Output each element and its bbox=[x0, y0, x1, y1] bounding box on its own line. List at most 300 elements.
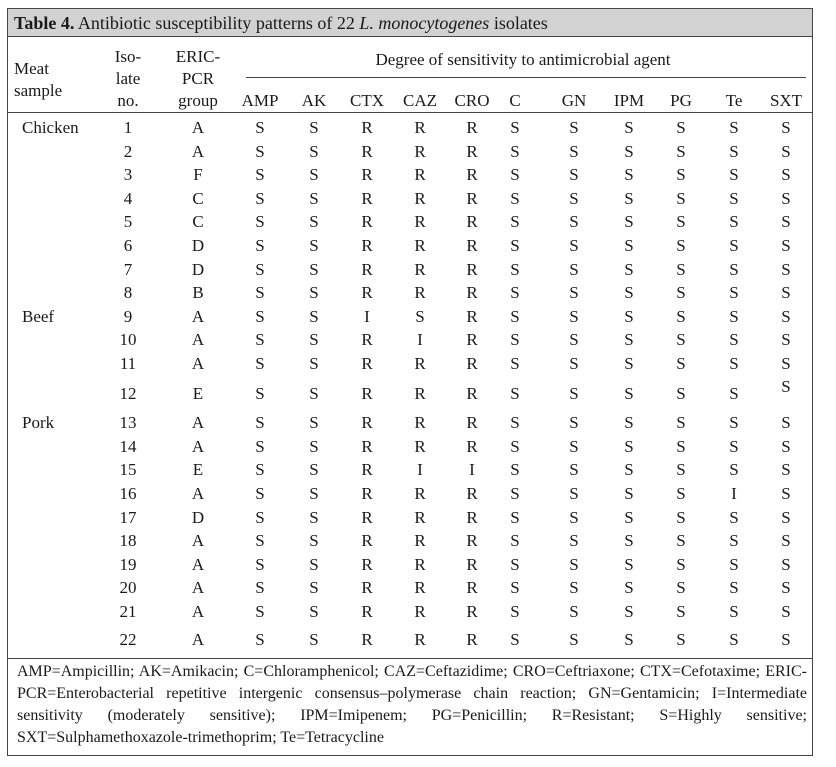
sensitivity-cell-ctx: R bbox=[361, 354, 373, 373]
table-row bbox=[8, 553, 812, 577]
sensitivity-cell-amp: S bbox=[255, 602, 265, 621]
sensitivity-cell-gn: S bbox=[569, 212, 579, 232]
sensitivity-cell-c: S bbox=[510, 413, 520, 433]
sensitivity-cell-te: S bbox=[729, 578, 739, 598]
isolate-no-cell: 4 bbox=[123, 188, 133, 208]
sensitivity-cell-caz: R bbox=[414, 141, 426, 161]
sensitivity-cell-ctx: R bbox=[361, 531, 373, 551]
header-agent-te: Te bbox=[725, 91, 743, 110]
sensitivity-cell-sxt: S bbox=[781, 118, 791, 137]
header-bottom-rule bbox=[8, 112, 812, 113]
sensitivity-cell-caz: R bbox=[414, 531, 426, 551]
table-footnote: AMP=Ampicillin; AK=Amikacin; C=Chloramphenicol; CAZ=Ceftazidime; CRO=Ceftriaxone; CTX=Cefotaxime; ERIC-PCR=Enterobacterial repetitive intergenic consensus–polymerase chain reaction; GN=Gentamicin; I=Intermediate sensitivity (moderately sensitive); IPM=Imipenem; PG=Penicillin; R=Resistant; S=Highly sensitive; SXT=Sulphamethoxazole-trimethoprim; Te=Tetracycline bbox=[17, 663, 807, 746]
sensitivity-cell-cro: R bbox=[466, 259, 478, 279]
table-row bbox=[8, 210, 812, 234]
sensitivity-cell-ak: S bbox=[309, 484, 319, 503]
header-sensitivity: Degree of sensitivity to antimicrobial agent bbox=[375, 50, 671, 69]
sensitivity-cell-ipm: S bbox=[624, 236, 634, 255]
header-meat-sample bbox=[14, 58, 74, 102]
sensitivity-cell-gn: S bbox=[569, 578, 579, 598]
header-agent-c: C bbox=[509, 91, 521, 110]
sensitivity-cell-amp: S bbox=[255, 507, 265, 527]
isolate-no-cell: 7 bbox=[123, 259, 133, 279]
sensitivity-cell-gn: S bbox=[569, 306, 579, 326]
sensitivity-cell-caz: R bbox=[414, 283, 426, 303]
sensitivity-cell-pg: S bbox=[676, 436, 686, 456]
eric-group-cell: A bbox=[191, 413, 205, 433]
sensitivity-cell-gn: S bbox=[569, 259, 579, 279]
eric-group-cell: A bbox=[191, 330, 205, 350]
sensitivity-cell-amp: S bbox=[255, 165, 265, 185]
sensitivity-cell-ctx: R bbox=[361, 141, 373, 161]
header-agent-ctx: CTX bbox=[350, 91, 384, 110]
sensitivity-cell-ak: S bbox=[309, 578, 319, 598]
sensitivity-cell-pg: S bbox=[676, 236, 686, 255]
sensitivity-cell-gn: S bbox=[569, 484, 579, 503]
header-agent-sxt: SXT bbox=[769, 91, 803, 110]
sensitivity-cell-ak: S bbox=[309, 383, 319, 403]
sensitivity-cell-c: S bbox=[510, 531, 520, 551]
sensitivity-cell-gn: S bbox=[569, 507, 579, 527]
sensitivity-cell-cro: R bbox=[466, 531, 478, 551]
header-agent-caz: CAZ bbox=[403, 91, 437, 110]
sensitivity-cell-cro: R bbox=[466, 436, 478, 456]
sensitivity-cell-sxt: S bbox=[781, 212, 791, 232]
title-text-prefix: Antibiotic susceptibility patterns of 22 bbox=[74, 13, 360, 33]
sensitivity-cell-pg: S bbox=[676, 460, 686, 480]
sensitivity-cell-ak: S bbox=[309, 413, 319, 433]
sensitivity-cell-cro: R bbox=[466, 602, 478, 621]
sensitivity-cell-ak: S bbox=[309, 306, 319, 326]
sensitivity-cell-te: S bbox=[729, 118, 739, 137]
table-row bbox=[8, 411, 812, 435]
sensitivity-cell-amp: S bbox=[255, 436, 265, 456]
isolate-no-cell: 22 bbox=[119, 629, 137, 649]
isolate-no-cell: 18 bbox=[119, 531, 137, 551]
isolate-no-cell: 10 bbox=[119, 330, 137, 350]
sensitivity-cell-te: S bbox=[729, 212, 739, 232]
sensitivity-cell-cro: R bbox=[466, 188, 478, 208]
sensitivity-cell-ctx: R bbox=[361, 484, 373, 503]
sensitivity-cell-ctx: R bbox=[361, 460, 373, 480]
sensitivity-cell-cro: R bbox=[466, 141, 478, 161]
sensitivity-cell-cro: R bbox=[466, 507, 478, 527]
sensitivity-cell-gn: S bbox=[569, 118, 579, 137]
sensitivity-cell-c: S bbox=[510, 602, 520, 621]
title-text-suffix: isolates bbox=[489, 13, 548, 33]
sensitivity-cell-c: S bbox=[510, 188, 520, 208]
sensitivity-cell-caz: R bbox=[414, 507, 426, 527]
sensitivity-cell-sxt: S bbox=[781, 236, 791, 255]
sensitivity-cell-ipm: S bbox=[624, 141, 634, 161]
sensitivity-cell-sxt: S bbox=[781, 507, 791, 527]
eric-group-cell: A bbox=[191, 118, 205, 137]
sensitivity-cell-cro: R bbox=[466, 578, 478, 598]
table-row bbox=[8, 258, 812, 282]
sensitivity-cell-pg: S bbox=[676, 554, 686, 574]
eric-group-cell: A bbox=[191, 436, 205, 456]
header-eric-line1: ERIC- bbox=[175, 47, 221, 66]
sensitivity-cell-te: S bbox=[729, 629, 739, 649]
sensitivity-cell-c: S bbox=[510, 283, 520, 303]
table-row bbox=[8, 435, 812, 459]
sensitivity-cell-ctx: R bbox=[361, 554, 373, 574]
sensitivity-cell-gn: S bbox=[569, 354, 579, 373]
table-row bbox=[8, 187, 812, 211]
sensitivity-cell-caz: R bbox=[414, 629, 426, 649]
sensitivity-cell-ak: S bbox=[309, 629, 319, 649]
sensitivity-cell-cro: R bbox=[466, 629, 478, 649]
sensitivity-cell-ctx: R bbox=[361, 507, 373, 527]
sensitivity-cell-pg: S bbox=[676, 118, 686, 137]
sensitivity-cell-ipm: S bbox=[624, 212, 634, 232]
table-row bbox=[8, 163, 812, 187]
sensitivity-cell-pg: S bbox=[676, 354, 686, 373]
meat-sample-cell: Pork bbox=[22, 413, 55, 433]
sensitivity-cell-gn: S bbox=[569, 554, 579, 574]
eric-group-cell: A bbox=[191, 629, 205, 649]
title-organism: L. monocytogenes bbox=[359, 13, 490, 33]
sensitivity-cell-sxt: S bbox=[781, 413, 791, 433]
sensitivity-cell-te: S bbox=[729, 383, 739, 403]
sensitivity-cell-amp: S bbox=[255, 484, 265, 503]
sensitivity-cell-cro: R bbox=[466, 354, 478, 373]
sensitivity-cell-ak: S bbox=[309, 259, 319, 279]
table-row bbox=[8, 281, 812, 305]
sensitivity-cell-sxt: S bbox=[781, 141, 791, 161]
header-meat-line1: Meat bbox=[14, 59, 49, 78]
sensitivity-cell-sxt: S bbox=[781, 283, 791, 303]
sensitivity-cell-c: S bbox=[510, 554, 520, 574]
sensitivity-cell-pg: S bbox=[676, 484, 686, 503]
sensitivity-cell-ctx: R bbox=[361, 330, 373, 350]
sensitivity-cell-ipm: S bbox=[624, 436, 634, 456]
sensitivity-cell-amp: S bbox=[255, 531, 265, 551]
sensitivity-cell-pg: S bbox=[676, 602, 686, 621]
header-isolate-line1: Iso- bbox=[114, 47, 142, 66]
sensitivity-cell-ipm: S bbox=[624, 283, 634, 303]
sensitivity-cell-c: S bbox=[510, 212, 520, 232]
sensitivity-cell-te: S bbox=[729, 283, 739, 303]
sensitivity-cell-ak: S bbox=[309, 602, 319, 621]
eric-group-cell: D bbox=[191, 507, 205, 527]
sensitivity-cell-c: S bbox=[510, 141, 520, 161]
meat-sample-cell: Chicken bbox=[22, 118, 79, 137]
sensitivity-cell-sxt: S bbox=[781, 376, 791, 396]
eric-group-cell: B bbox=[192, 283, 204, 303]
table-row bbox=[8, 116, 812, 140]
sensitivity-cell-te: S bbox=[729, 460, 739, 480]
sensitivity-cell-ipm: S bbox=[624, 629, 634, 649]
eric-group-cell: A bbox=[191, 354, 205, 373]
sensitivity-cell-caz: R bbox=[414, 383, 426, 403]
sensitivity-cell-c: S bbox=[510, 354, 520, 373]
sensitivity-cell-c: S bbox=[510, 259, 520, 279]
header-isolate-line2: late bbox=[115, 69, 141, 88]
table-frame bbox=[7, 8, 813, 756]
eric-group-cell: C bbox=[192, 212, 204, 232]
sensitivity-cell-sxt: S bbox=[781, 259, 791, 279]
sensitivity-cell-ak: S bbox=[309, 330, 319, 350]
sensitivity-cell-sxt: S bbox=[781, 578, 791, 598]
sensitivity-cell-ctx: R bbox=[361, 436, 373, 456]
eric-group-cell: F bbox=[193, 165, 203, 185]
sensitivity-cell-ipm: S bbox=[624, 330, 634, 350]
sensitivity-cell-ak: S bbox=[309, 141, 319, 161]
sensitivity-cell-ipm: S bbox=[624, 578, 634, 598]
header-eric-line3: group bbox=[178, 91, 218, 110]
sensitivity-cell-te: S bbox=[729, 531, 739, 551]
sensitivity-cell-ipm: S bbox=[624, 354, 634, 373]
sensitivity-cell-ak: S bbox=[309, 507, 319, 527]
sensitivity-cell-c: S bbox=[510, 460, 520, 480]
sensitivity-cell-pg: S bbox=[676, 531, 686, 551]
isolate-no-cell: 17 bbox=[119, 507, 137, 527]
sensitivity-cell-c: S bbox=[510, 629, 520, 649]
table-row bbox=[8, 506, 812, 530]
sensitivity-cell-caz: R bbox=[414, 236, 426, 255]
sensitivity-cell-sxt: S bbox=[781, 554, 791, 574]
sensitivity-cell-ipm: S bbox=[624, 259, 634, 279]
table-row bbox=[8, 576, 812, 600]
sensitivity-cell-caz: R bbox=[414, 602, 426, 621]
sensitivity-cell-gn: S bbox=[569, 460, 579, 480]
sensitivity-cell-te: S bbox=[729, 413, 739, 433]
table-row bbox=[8, 628, 812, 652]
sensitivity-cell-cro: I bbox=[469, 460, 475, 480]
sensitivity-cell-c: S bbox=[510, 118, 520, 137]
isolate-no-cell: 2 bbox=[123, 141, 133, 161]
sensitivity-cell-ctx: I bbox=[364, 306, 370, 326]
sensitivity-cell-pg: S bbox=[676, 578, 686, 598]
sensitivity-cell-ipm: S bbox=[624, 460, 634, 480]
sensitivity-cell-ctx: R bbox=[361, 212, 373, 232]
sensitivity-cell-sxt: S bbox=[781, 188, 791, 208]
sensitivity-cell-cro: R bbox=[466, 330, 478, 350]
sensitivity-cell-cro: R bbox=[466, 118, 478, 137]
sensitivity-cell-amp: S bbox=[255, 383, 265, 403]
eric-group-cell: A bbox=[191, 306, 205, 326]
sensitivity-cell-c: S bbox=[510, 507, 520, 527]
sensitivity-cell-pg: S bbox=[676, 306, 686, 326]
isolate-no-cell: 19 bbox=[119, 554, 137, 574]
isolate-no-cell: 11 bbox=[119, 354, 137, 373]
sensitivity-cell-c: S bbox=[510, 330, 520, 350]
sensitivity-cell-cro: R bbox=[466, 383, 478, 403]
sensitivity-cell-te: I bbox=[731, 484, 737, 503]
sensitivity-cell-pg: S bbox=[676, 165, 686, 185]
sensitivity-cell-gn: S bbox=[569, 531, 579, 551]
sensitivity-cell-pg: S bbox=[676, 383, 686, 403]
sensitivity-cell-ipm: S bbox=[624, 507, 634, 527]
sensitivity-cell-sxt: S bbox=[781, 330, 791, 350]
table-row bbox=[8, 482, 812, 506]
sensitivity-cell-te: S bbox=[729, 259, 739, 279]
sensitivity-cell-cro: R bbox=[466, 413, 478, 433]
header-span-rule bbox=[246, 77, 806, 78]
sensitivity-cell-caz: R bbox=[414, 259, 426, 279]
sensitivity-cell-gn: S bbox=[569, 236, 579, 255]
isolate-no-cell: 16 bbox=[119, 484, 137, 503]
header-agent-ipm: IPM bbox=[613, 91, 645, 110]
sensitivity-cell-caz: I bbox=[417, 460, 423, 480]
header-agent-cro: CRO bbox=[454, 91, 490, 110]
sensitivity-cell-cro: R bbox=[466, 283, 478, 303]
sensitivity-cell-pg: S bbox=[676, 259, 686, 279]
sensitivity-cell-ctx: R bbox=[361, 413, 373, 433]
sensitivity-cell-gn: S bbox=[569, 141, 579, 161]
sensitivity-cell-c: S bbox=[510, 578, 520, 598]
isolate-no-cell: 8 bbox=[123, 283, 133, 303]
sensitivity-cell-gn: S bbox=[569, 330, 579, 350]
sensitivity-cell-gn: S bbox=[569, 436, 579, 456]
isolate-no-cell: 6 bbox=[123, 236, 133, 255]
sensitivity-cell-ak: S bbox=[309, 212, 319, 232]
table-bottom-rule bbox=[8, 658, 812, 659]
sensitivity-cell-gn: S bbox=[569, 413, 579, 433]
sensitivity-cell-ak: S bbox=[309, 436, 319, 456]
isolate-no-cell: 15 bbox=[119, 460, 137, 480]
sensitivity-cell-sxt: S bbox=[781, 354, 791, 373]
header-agent-ak: AK bbox=[301, 91, 327, 110]
eric-group-cell: E bbox=[192, 460, 204, 480]
sensitivity-cell-cro: R bbox=[466, 484, 478, 503]
sensitivity-cell-c: S bbox=[510, 436, 520, 456]
eric-group-cell: C bbox=[192, 188, 204, 208]
sensitivity-cell-te: S bbox=[729, 306, 739, 326]
sensitivity-cell-ctx: R bbox=[361, 283, 373, 303]
sensitivity-cell-amp: S bbox=[255, 236, 265, 255]
sensitivity-cell-cro: R bbox=[466, 165, 478, 185]
sensitivity-cell-amp: S bbox=[255, 141, 265, 161]
sensitivity-cell-te: S bbox=[729, 354, 739, 373]
sensitivity-cell-te: S bbox=[729, 507, 739, 527]
sensitivity-cell-caz: R bbox=[414, 165, 426, 185]
sensitivity-cell-ak: S bbox=[309, 236, 319, 255]
sensitivity-cell-ipm: S bbox=[624, 554, 634, 574]
sensitivity-cell-te: S bbox=[729, 330, 739, 350]
sensitivity-cell-te: S bbox=[729, 436, 739, 456]
sensitivity-cell-sxt: S bbox=[781, 165, 791, 185]
header-eric-pcr-group bbox=[166, 46, 230, 112]
sensitivity-cell-pg: S bbox=[676, 283, 686, 303]
sensitivity-cell-ctx: R bbox=[361, 118, 373, 137]
sensitivity-cell-ipm: S bbox=[624, 383, 634, 403]
sensitivity-cell-sxt: S bbox=[781, 629, 791, 649]
sensitivity-cell-sxt: S bbox=[781, 460, 791, 480]
sensitivity-cell-caz: R bbox=[414, 212, 426, 232]
sensitivity-cell-amp: S bbox=[255, 460, 265, 480]
table-row bbox=[8, 234, 812, 258]
table-row bbox=[8, 305, 812, 329]
isolate-no-cell: 1 bbox=[123, 118, 133, 137]
sensitivity-cell-caz: R bbox=[414, 436, 426, 456]
isolate-no-cell: 20 bbox=[119, 578, 137, 598]
header-agent-pg: PG bbox=[670, 91, 692, 110]
sensitivity-cell-caz: I bbox=[417, 330, 423, 350]
table-row bbox=[8, 352, 812, 376]
sensitivity-cell-amp: S bbox=[255, 413, 265, 433]
isolate-no-cell: 9 bbox=[123, 306, 133, 326]
isolate-no-cell: 21 bbox=[119, 602, 137, 621]
sensitivity-cell-ak: S bbox=[309, 354, 319, 373]
sensitivity-cell-gn: S bbox=[569, 283, 579, 303]
header-agent-gn: GN bbox=[561, 91, 587, 110]
table-row bbox=[8, 529, 812, 553]
sensitivity-cell-ctx: R bbox=[361, 602, 373, 621]
isolate-no-cell: 12 bbox=[119, 383, 137, 403]
sensitivity-cell-pg: S bbox=[676, 188, 686, 208]
sensitivity-cell-ipm: S bbox=[624, 531, 634, 551]
sensitivity-cell-sxt: S bbox=[781, 531, 791, 551]
sensitivity-cell-ctx: R bbox=[361, 259, 373, 279]
sensitivity-cell-ak: S bbox=[309, 283, 319, 303]
table-row bbox=[8, 458, 812, 482]
sensitivity-cell-amp: S bbox=[255, 259, 265, 279]
header-isolate-no bbox=[104, 46, 152, 112]
sensitivity-cell-c: S bbox=[510, 236, 520, 255]
sensitivity-cell-te: S bbox=[729, 141, 739, 161]
sensitivity-cell-ak: S bbox=[309, 460, 319, 480]
sensitivity-cell-ctx: R bbox=[361, 188, 373, 208]
sensitivity-cell-caz: R bbox=[414, 413, 426, 433]
sensitivity-cell-sxt: S bbox=[781, 484, 791, 503]
eric-group-cell: A bbox=[191, 531, 205, 551]
sensitivity-cell-c: S bbox=[510, 306, 520, 326]
sensitivity-cell-amp: S bbox=[255, 283, 265, 303]
sensitivity-cell-pg: S bbox=[676, 330, 686, 350]
sensitivity-cell-ctx: R bbox=[361, 236, 373, 255]
sensitivity-cell-cro: R bbox=[466, 306, 478, 326]
sensitivity-cell-cro: R bbox=[466, 212, 478, 232]
header-meat-line2: sample bbox=[14, 81, 63, 100]
sensitivity-cell-amp: S bbox=[255, 306, 265, 326]
sensitivity-cell-ak: S bbox=[309, 531, 319, 551]
table-title bbox=[8, 9, 812, 37]
sensitivity-cell-te: S bbox=[729, 602, 739, 621]
sensitivity-cell-sxt: S bbox=[781, 306, 791, 326]
table-row bbox=[8, 140, 812, 164]
isolate-no-cell: 3 bbox=[123, 165, 133, 185]
sensitivity-cell-amp: S bbox=[255, 118, 265, 137]
sensitivity-cell-pg: S bbox=[676, 413, 686, 433]
sensitivity-cell-ctx: R bbox=[361, 165, 373, 185]
sensitivity-cell-pg: S bbox=[676, 507, 686, 527]
sensitivity-cell-caz: R bbox=[414, 118, 426, 137]
sensitivity-cell-te: S bbox=[729, 188, 739, 208]
sensitivity-cell-pg: S bbox=[676, 629, 686, 649]
sensitivity-cell-caz: R bbox=[414, 484, 426, 503]
sensitivity-cell-ipm: S bbox=[624, 602, 634, 621]
isolate-no-cell: 14 bbox=[119, 436, 137, 456]
sensitivity-cell-cro: R bbox=[466, 236, 478, 255]
sensitivity-cell-te: S bbox=[729, 554, 739, 574]
eric-group-cell: A bbox=[191, 602, 205, 621]
sensitivity-cell-ak: S bbox=[309, 188, 319, 208]
isolate-no-cell: 5 bbox=[123, 212, 133, 232]
sensitivity-cell-ctx: R bbox=[361, 629, 373, 649]
sensitivity-cell-caz: R bbox=[414, 188, 426, 208]
sensitivity-cell-sxt: S bbox=[781, 602, 791, 621]
sensitivity-cell-c: S bbox=[510, 165, 520, 185]
sensitivity-cell-amp: S bbox=[255, 629, 265, 649]
table-row bbox=[8, 328, 812, 352]
sensitivity-cell-sxt: S bbox=[781, 436, 791, 456]
sensitivity-cell-cro: R bbox=[466, 554, 478, 574]
eric-group-cell: D bbox=[191, 259, 205, 279]
eric-group-cell: A bbox=[191, 141, 205, 161]
sensitivity-cell-pg: S bbox=[676, 141, 686, 161]
